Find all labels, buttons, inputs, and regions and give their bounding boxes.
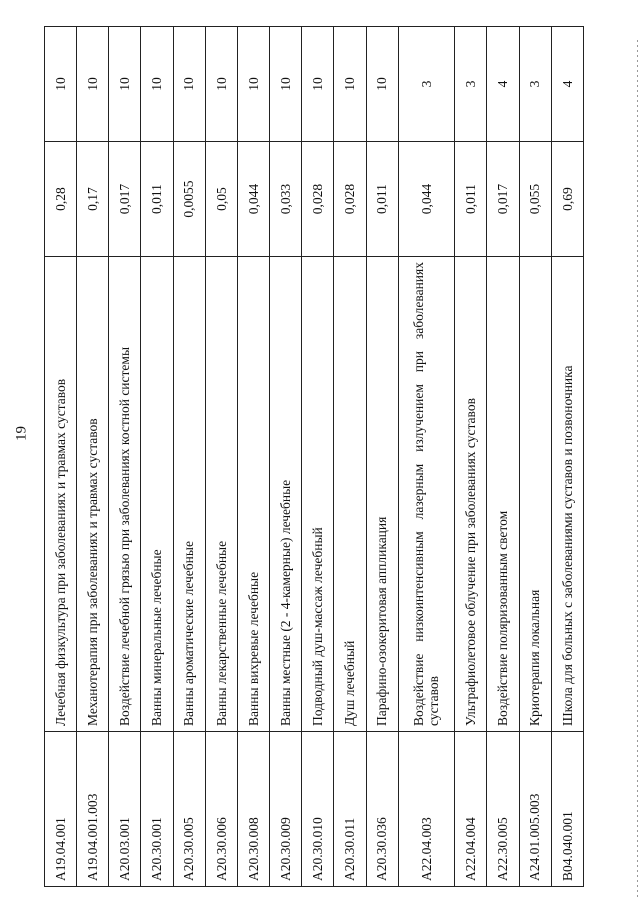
service-code: A22.04.004 — [455, 732, 487, 887]
service-multiplicity: 10 — [270, 27, 302, 142]
service-multiplicity: 10 — [334, 27, 366, 142]
service-frequency: 0,033 — [270, 142, 302, 257]
service-multiplicity: 3 — [519, 27, 551, 142]
service-name: Ванны вихревые лечебные — [237, 257, 269, 732]
table-row — [173, 27, 205, 887]
service-code: A20.30.001 — [141, 732, 173, 887]
service-name: Ванны местные (2 - 4-камерные) лечебные — [270, 257, 302, 732]
service-multiplicity: 10 — [366, 27, 398, 142]
service-multiplicity: 10 — [45, 27, 77, 142]
service-multiplicity: 4 — [487, 27, 519, 142]
service-code: B04.040.001 — [551, 732, 583, 887]
service-multiplicity: 3 — [455, 27, 487, 142]
service-frequency: 0,011 — [141, 142, 173, 257]
service-frequency: 0,69 — [551, 142, 583, 257]
table-row — [302, 27, 334, 887]
service-name: Парафино-озокеритовая аппликация — [366, 257, 398, 732]
service-multiplicity: 3 — [398, 27, 454, 142]
services-table-wrapper — [44, 27, 584, 887]
table-row — [398, 27, 454, 887]
service-frequency: 0,044 — [237, 142, 269, 257]
table-row — [334, 27, 366, 887]
service-code: A20.30.036 — [366, 732, 398, 887]
service-name: Воздействие поляризованным светом — [487, 257, 519, 732]
table-row — [455, 27, 487, 887]
table-row — [487, 27, 519, 887]
service-code: A20.03.001 — [109, 732, 141, 887]
service-name: Воздействие низкоинтенсивным лазерным излучением при заболеваниях суставов — [398, 257, 454, 732]
service-code: A22.04.003 — [398, 732, 454, 887]
service-name: Лечебная физкультура при заболеваниях и травмах суставов — [45, 257, 77, 732]
service-multiplicity: 10 — [77, 27, 109, 142]
scan-edge-line — [637, 40, 638, 900]
services-table — [44, 26, 584, 887]
service-frequency: 0,28 — [45, 142, 77, 257]
service-frequency: 0,011 — [366, 142, 398, 257]
service-frequency: 0,055 — [519, 142, 551, 257]
service-code: A20.30.009 — [270, 732, 302, 887]
service-multiplicity: 4 — [551, 27, 583, 142]
page-number: 19 — [13, 426, 30, 441]
service-code: A22.30.005 — [487, 732, 519, 887]
table-row — [366, 27, 398, 887]
service-multiplicity: 10 — [109, 27, 141, 142]
service-multiplicity: 10 — [173, 27, 205, 142]
service-multiplicity: 10 — [141, 27, 173, 142]
service-code: A20.30.011 — [334, 732, 366, 887]
service-code: A19.04.001 — [45, 732, 77, 887]
table-row — [551, 27, 583, 887]
service-name: Ванны ароматические лечебные — [173, 257, 205, 732]
service-frequency: 0,05 — [205, 142, 237, 257]
service-code: A24.01.005.003 — [519, 732, 551, 887]
service-frequency: 0,028 — [302, 142, 334, 257]
service-name: Механотерапия при заболеваниях и травмах суставов — [77, 257, 109, 732]
service-name: Ультрафиолетовое облучение при заболеваниях суставов — [455, 257, 487, 732]
table-row — [237, 27, 269, 887]
service-name: Ванны лекарственные лечебные — [205, 257, 237, 732]
service-name: Ванны минеральные лечебные — [141, 257, 173, 732]
table-row — [270, 27, 302, 887]
service-code: A20.30.006 — [205, 732, 237, 887]
table-row — [519, 27, 551, 887]
service-frequency: 0,011 — [455, 142, 487, 257]
service-code: A19.04.001.003 — [77, 732, 109, 887]
table-row — [45, 27, 77, 887]
table-row — [109, 27, 141, 887]
service-frequency: 0,028 — [334, 142, 366, 257]
service-name: Воздействие лечебной грязью при заболеваниях костной системы — [109, 257, 141, 732]
service-name: Душ лечебный — [334, 257, 366, 732]
table-row — [205, 27, 237, 887]
service-name: Криотерапия локальная — [519, 257, 551, 732]
service-multiplicity: 10 — [302, 27, 334, 142]
service-frequency: 0,17 — [77, 142, 109, 257]
service-multiplicity: 10 — [205, 27, 237, 142]
service-frequency: 0,017 — [109, 142, 141, 257]
service-frequency: 0,044 — [398, 142, 454, 257]
service-code: A20.30.010 — [302, 732, 334, 887]
service-name: Школа для больных с заболеваниями суставов и позвоночника — [551, 257, 583, 732]
table-row — [77, 27, 109, 887]
table-row — [141, 27, 173, 887]
service-name: Подводный душ-массаж лечебный — [302, 257, 334, 732]
service-frequency: 0,0055 — [173, 142, 205, 257]
service-multiplicity: 10 — [237, 27, 269, 142]
service-frequency: 0,017 — [487, 142, 519, 257]
service-code: A20.30.008 — [237, 732, 269, 887]
service-code: A20.30.005 — [173, 732, 205, 887]
